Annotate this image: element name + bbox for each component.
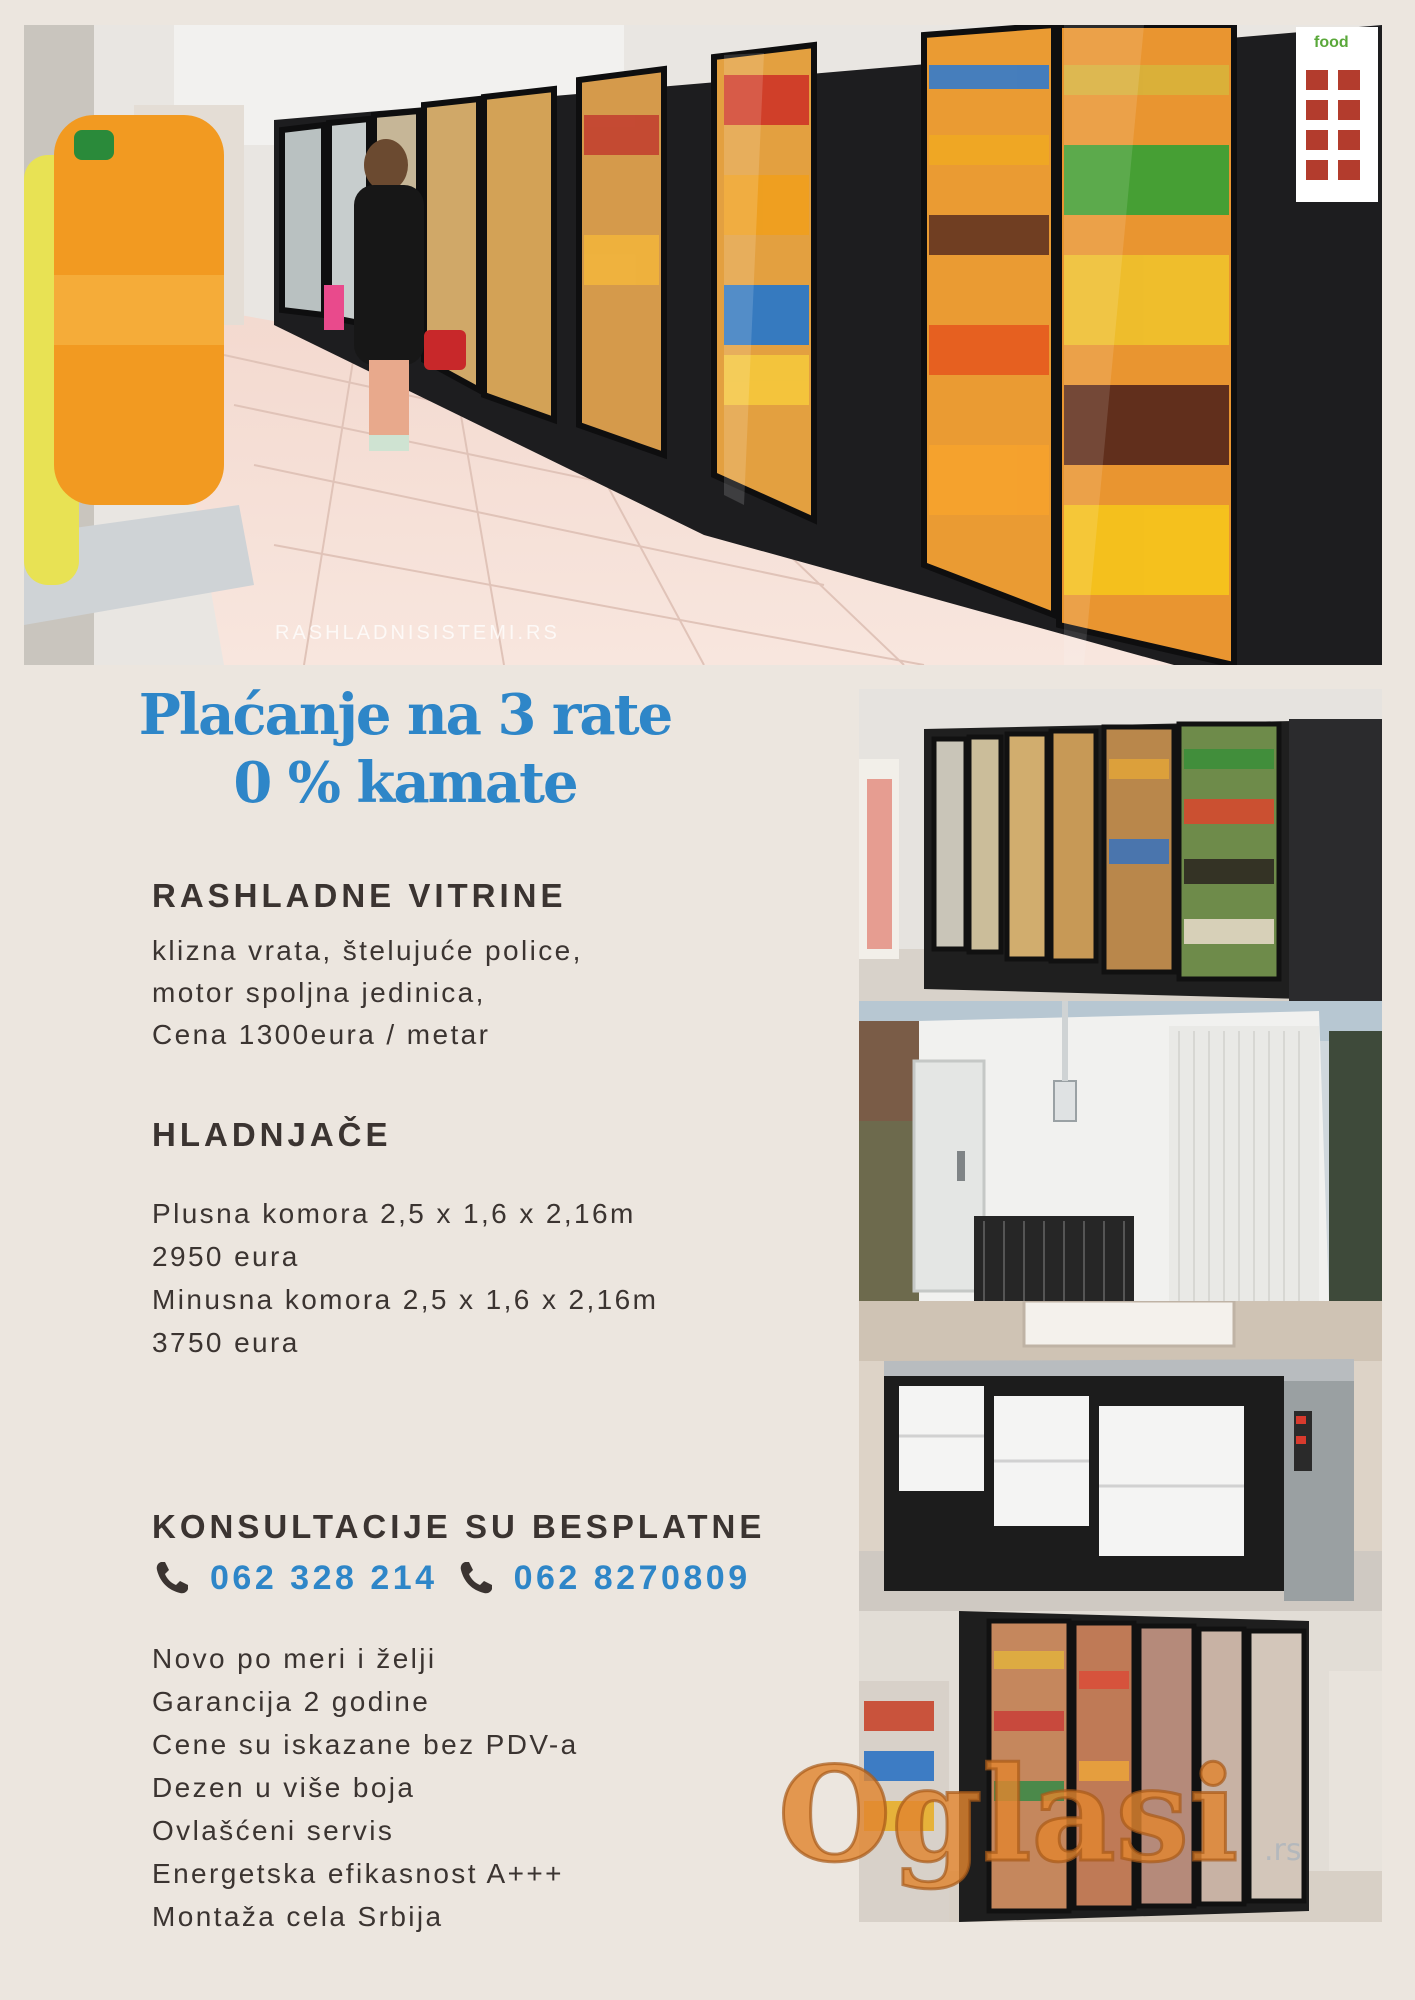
oglasi-logo (778, 1740, 1338, 1910)
oglasi-logo-suffix: .rs (1264, 1833, 1302, 1868)
feature-line-1: Novo po meri i želji (152, 1643, 437, 1674)
feature-line-2: Garancija 2 godine (152, 1686, 431, 1717)
phone-number-2[interactable]: 062 8270809 (513, 1558, 751, 1597)
photo-vitrine-2 (859, 1301, 1382, 1611)
vitrine-line-1: klizna vrata, štelujuće police, (152, 935, 583, 966)
section-title-hladnjace: HLADNJAČE (152, 1116, 392, 1153)
phone-icon (152, 1558, 192, 1598)
hladnjace-line-1: Plusna komora 2,5 x 1,6 x 2,16m (152, 1198, 636, 1229)
section-title-konsultacije: KONSULTACIJE SU BESPLATNE (152, 1508, 766, 1545)
hladnjace-line-3: Minusna komora 2,5 x 1,6 x 2,16m (152, 1284, 659, 1315)
hero-photo (24, 25, 1382, 665)
photo-vitrine-1 (859, 689, 1382, 1001)
hero-sign-text: food (1314, 34, 1349, 51)
headline-line-1: Plaćanje na 3 rate (138, 682, 672, 748)
feature-line-7: Montaža cela Srbija (152, 1901, 444, 1932)
phone-icon (456, 1558, 496, 1598)
oglasi-logo-text: Oglasi (778, 1740, 1239, 1891)
feature-line-5: Ovlašćeni servis (152, 1815, 395, 1846)
feature-line-4: Dezen u više boja (152, 1772, 416, 1803)
feature-line-6: Energetska efikasnost A+++ (152, 1858, 564, 1889)
phone-number-1[interactable]: 062 328 214 (210, 1558, 438, 1597)
vitrine-line-3: Cena 1300eura / metar (152, 1019, 491, 1050)
phone-row (152, 1558, 769, 1598)
hero-watermark: RASHLADNISISTEMI.RS (275, 622, 560, 644)
feature-line-3: Cene su iskazane bez PDV-a (152, 1729, 579, 1760)
photo-hladnjaca (859, 1001, 1382, 1301)
hladnjace-line-4: 3750 eura (152, 1327, 300, 1358)
headline-line-2: 0 % kamate (233, 750, 577, 816)
hladnjace-line-2: 2950 eura (152, 1241, 300, 1272)
section-title-vitrine: RASHLADNE VITRINE (152, 877, 567, 914)
vitrine-line-2: motor spoljna jedinica, (152, 977, 486, 1008)
